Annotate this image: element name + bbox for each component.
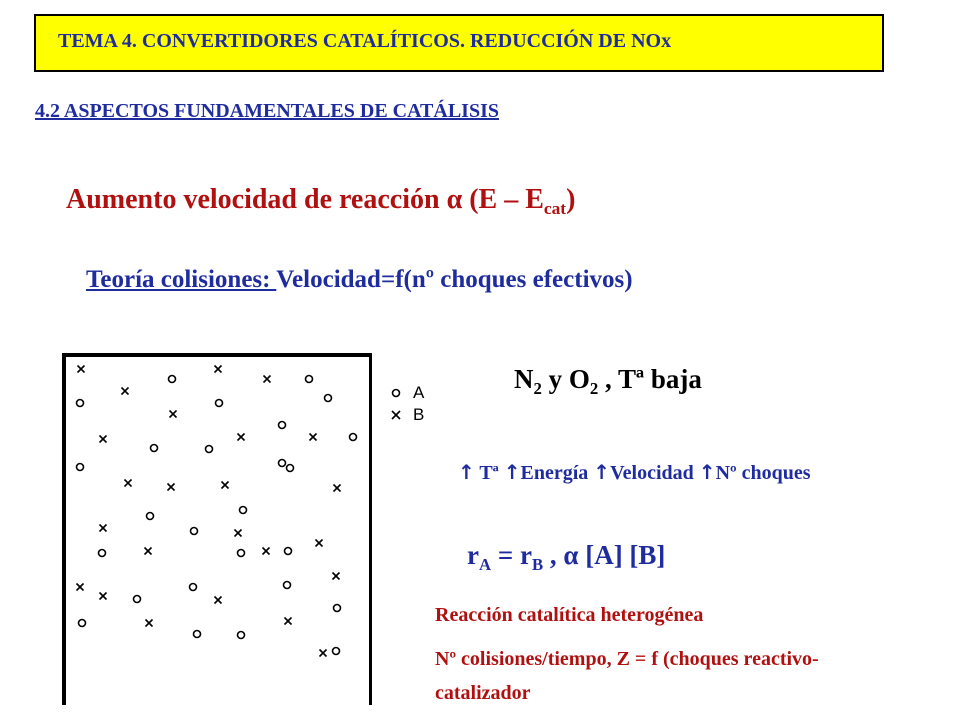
cat-subscript: cat <box>543 199 567 219</box>
particle-a <box>284 582 291 589</box>
section-heading: 4.2 ASPECTOS FUNDAMENTALES DE CATÁLISIS <box>35 100 499 122</box>
rate-law-comma: , <box>543 540 564 570</box>
collision-theory-label: Teoría colisiones: <box>86 266 277 293</box>
collision-theory <box>86 266 633 294</box>
chain-item: Energía <box>520 462 594 484</box>
rate-a: r <box>467 540 479 570</box>
particle-a <box>151 445 158 452</box>
particle-b <box>77 584 84 591</box>
proportional-symbol: α <box>563 540 579 570</box>
particle-a <box>240 507 247 514</box>
particle-b <box>285 618 292 625</box>
rate-b-subscript: B <box>531 554 544 574</box>
particle-a <box>79 620 86 627</box>
particle-a <box>99 550 106 557</box>
particle-a <box>134 596 141 603</box>
oxygen-symbol: y O <box>541 364 590 394</box>
particle-a <box>333 648 340 655</box>
rate-statement-main: Aumento velocidad de reacción <box>66 184 447 215</box>
particle-b <box>100 436 107 443</box>
legend-b-label: B <box>413 405 425 424</box>
rate-statement-expression: (E – E <box>462 184 544 215</box>
particle-b <box>264 376 271 383</box>
particle-a <box>350 434 357 441</box>
particle-b <box>222 482 229 489</box>
particle-a <box>287 465 294 472</box>
chain-item: Tª <box>479 462 504 484</box>
particle-a <box>285 548 292 555</box>
particle-a <box>238 550 245 557</box>
reaction-conditions <box>514 364 702 399</box>
particle-a <box>279 422 286 429</box>
rate-law <box>467 540 665 575</box>
rate-statement <box>66 184 575 219</box>
particle-b <box>122 388 129 395</box>
particle-b <box>168 484 175 491</box>
particle-a <box>147 513 154 520</box>
collision-theory-text: Velocidad=f(nº choques efectivos) <box>276 266 633 293</box>
rate-b: = r <box>491 540 532 570</box>
particle-a <box>306 376 313 383</box>
up-arrow-icon: ↑ <box>593 460 611 484</box>
nitrogen-symbol: N <box>514 364 534 394</box>
legend-symbols <box>386 380 406 424</box>
slide-title: TEMA 4. CONVERTIDORES CATALÍTICOS. REDUCCIÓN DE NOx <box>58 30 672 52</box>
particle-b <box>125 480 132 487</box>
particle-b <box>238 434 245 441</box>
collisions-line: Nº colisiones/tiempo, Z = f (choques reactivo- <box>435 648 819 670</box>
oxygen-subscript: 2 <box>589 378 599 398</box>
up-arrow-icon: ↑ <box>503 460 521 484</box>
up-arrow-icon: ↑ <box>458 460 475 484</box>
particle-b <box>146 620 153 627</box>
particle-a <box>190 584 197 591</box>
legend-a-symbol <box>393 390 400 397</box>
particle-b <box>215 597 222 604</box>
particle-b <box>145 548 152 555</box>
particle-a <box>77 400 84 407</box>
rate-a-subscript: A <box>478 554 492 574</box>
particle-a <box>334 605 341 612</box>
particle-a <box>191 528 198 535</box>
particle-b <box>215 366 222 373</box>
particle-b <box>100 593 107 600</box>
particle-a <box>325 395 332 402</box>
legend-b-symbol <box>392 411 400 419</box>
particle-b <box>320 650 327 657</box>
nitrogen-subscript: 2 <box>533 378 542 398</box>
particle-a <box>238 632 245 639</box>
up-arrow-icon: ↑ <box>698 460 716 484</box>
particle-a <box>77 464 84 471</box>
particle-b <box>170 411 177 418</box>
particle-b <box>316 540 323 547</box>
particle-b <box>334 485 341 492</box>
chain-item: Nº choques <box>715 462 811 484</box>
particle-a <box>169 376 176 383</box>
particle-b <box>100 525 107 532</box>
particle-diagram <box>62 353 372 705</box>
particle-b <box>78 366 85 373</box>
low-temperature-text: , Tª baja <box>598 364 702 394</box>
proportional-symbol: α <box>446 184 463 215</box>
particle-a <box>279 460 286 467</box>
increase-chain <box>458 460 811 485</box>
chain-item: Velocidad <box>610 462 699 484</box>
particle-a <box>206 446 213 453</box>
particle-a <box>216 400 223 407</box>
particle-a <box>194 631 201 638</box>
concentrations: [A] [B] <box>578 540 666 570</box>
heterogeneous-title: Reacción catalítica heterogénea <box>435 604 704 626</box>
rate-statement-close: ) <box>566 184 576 215</box>
particle-b <box>310 434 317 441</box>
catalyst-line: catalizador <box>435 682 531 704</box>
particle-b <box>235 530 242 537</box>
legend-a-label: A <box>413 383 425 402</box>
particle-b <box>333 573 340 580</box>
particle-b <box>263 548 270 555</box>
